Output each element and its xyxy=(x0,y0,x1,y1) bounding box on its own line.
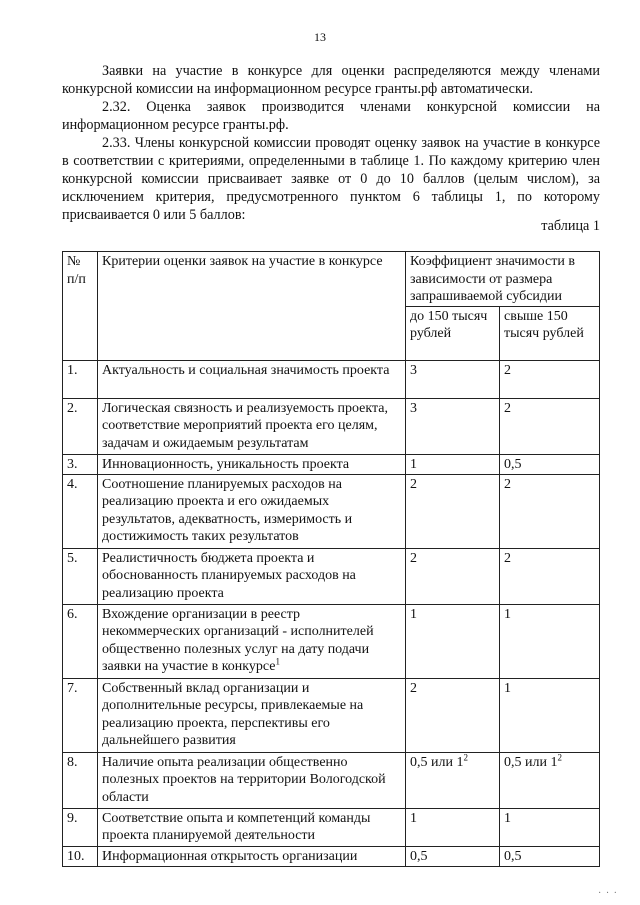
row-coef-low xyxy=(406,474,500,548)
row-coef-high xyxy=(500,752,600,808)
table-row xyxy=(63,398,600,454)
row-num-text: 1. xyxy=(67,362,78,378)
header-coef: Коэффициент значимости в зависимости от размера запрашиваемой субсидии xyxy=(406,252,600,307)
row-coef-low-text: 1 xyxy=(410,456,417,472)
criteria-table xyxy=(62,251,600,867)
table-row xyxy=(63,846,600,866)
row-criteria xyxy=(98,548,406,604)
row-coef-high-text: 0,5 или 1 xyxy=(504,754,558,770)
row-criteria-text: Соответствие опыта и компетенций команды проекта планируемой деятельности xyxy=(102,810,371,843)
row-num-text: 9. xyxy=(67,810,78,826)
row-coef-high xyxy=(500,678,600,752)
table-row xyxy=(63,548,600,604)
row-num-text: 7. xyxy=(67,680,78,696)
row-coef-high-text: 2 xyxy=(504,476,511,492)
row-coef-high xyxy=(500,808,600,846)
row-coef-high-text: 2 xyxy=(504,400,511,416)
header-criteria: Критерии оценки заявок на участие в конкурсе xyxy=(98,252,406,361)
row-num xyxy=(63,548,98,604)
paragraph-2-32-text: 2.32. Оценка заявок производится членами конкурсной комиссии на информационном ресурсе гранты.рф. xyxy=(62,99,600,133)
row-num-text: 10. xyxy=(67,848,85,864)
row-criteria xyxy=(98,474,406,548)
footnote-ref: 2 xyxy=(463,751,468,762)
row-criteria-text: Вхождение организации в реестр некоммерческих организаций - исполнителей общественно полезных услуг на дату подачи заявки на участие в конкурсе xyxy=(102,606,374,674)
row-coef-high-text: 0,5 xyxy=(504,456,522,472)
row-criteria-text: Соотношение планируемых расходов на реализацию проекта и его ожидаемых результатов, адекватность, измеримость и достижимость таких результатов xyxy=(102,476,353,544)
row-coef-low-text: 2 xyxy=(410,680,417,696)
row-coef-low-text: 2 xyxy=(410,550,417,566)
row-num-text: 2. xyxy=(67,400,78,416)
row-num xyxy=(63,808,98,846)
row-coef-high xyxy=(500,360,600,398)
row-coef-high-text: 0,5 xyxy=(504,848,522,864)
row-coef-low-text: 2 xyxy=(410,476,417,492)
row-criteria xyxy=(98,752,406,808)
row-coef-low xyxy=(406,360,500,398)
row-coef-high-text: 1 xyxy=(504,606,511,622)
paragraph-2-32 xyxy=(62,98,600,134)
footnote-ref: 1 xyxy=(275,656,280,667)
paragraph-distribution-text: Заявки на участие в конкурсе для оценки распределяются между членами конкурсной комиссии на информационном ресурсе гранты.рф автоматически. xyxy=(62,63,600,97)
header-num: № п/п xyxy=(63,252,98,361)
row-criteria xyxy=(98,454,406,474)
table-caption: таблица 1 xyxy=(541,218,600,234)
scan-mark: · · · xyxy=(598,888,618,899)
row-coef-high xyxy=(500,454,600,474)
row-criteria xyxy=(98,398,406,454)
row-coef-low xyxy=(406,548,500,604)
row-coef-high xyxy=(500,398,600,454)
row-num xyxy=(63,846,98,866)
row-num xyxy=(63,752,98,808)
row-num xyxy=(63,398,98,454)
row-coef-low-text: 0,5 xyxy=(410,848,428,864)
row-criteria xyxy=(98,846,406,866)
table-row xyxy=(63,360,600,398)
table-row xyxy=(63,604,600,678)
row-num-text: 5. xyxy=(67,550,78,566)
row-coef-low xyxy=(406,604,500,678)
row-coef-high xyxy=(500,548,600,604)
row-criteria-text: Актуальность и социальная значимость проекта xyxy=(102,362,390,378)
row-coef-low-text: 1 xyxy=(410,810,417,826)
row-num xyxy=(63,454,98,474)
page-number: 13 xyxy=(314,30,326,44)
row-coef-high-text: 1 xyxy=(504,680,511,696)
table-row xyxy=(63,474,600,548)
row-criteria xyxy=(98,360,406,398)
row-coef-low xyxy=(406,398,500,454)
table-row xyxy=(63,752,600,808)
row-num-text: 8. xyxy=(67,754,78,770)
row-num-text: 4. xyxy=(67,476,78,492)
header-sub-high: свыше 150 тысяч рублей xyxy=(500,306,600,360)
row-coef-low xyxy=(406,808,500,846)
header-sub-low: до 150 тысяч рублей xyxy=(406,306,500,360)
table-row xyxy=(63,454,600,474)
row-criteria xyxy=(98,678,406,752)
row-num-text: 6. xyxy=(67,606,78,622)
row-num-text: 3. xyxy=(67,456,78,472)
table-row xyxy=(63,678,600,752)
row-coef-low-text: 3 xyxy=(410,400,417,416)
row-coef-low-text: 3 xyxy=(410,362,417,378)
footnote-ref: 2 xyxy=(557,751,562,762)
row-num xyxy=(63,678,98,752)
row-coef-low-text: 1 xyxy=(410,606,417,622)
row-coef-high xyxy=(500,474,600,548)
row-criteria-text: Информационная открытость организации xyxy=(102,848,358,864)
table-row xyxy=(63,808,600,846)
row-num xyxy=(63,360,98,398)
row-coef-high xyxy=(500,846,600,866)
row-num xyxy=(63,604,98,678)
row-criteria-text: Реалистичность бюджета проекта и обоснованность планируемых расходов на реализацию проекта xyxy=(102,550,356,601)
row-coef-high xyxy=(500,604,600,678)
row-coef-low xyxy=(406,752,500,808)
row-criteria xyxy=(98,604,406,678)
row-criteria xyxy=(98,808,406,846)
row-coef-low xyxy=(406,454,500,474)
paragraph-2-33 xyxy=(62,134,600,224)
row-criteria-text: Собственный вклад организации и дополнительные ресурсы, привлекаемые на реализацию проекта, перспективы его дальнейшего развития xyxy=(102,680,364,748)
row-coef-high-text: 1 xyxy=(504,810,511,826)
paragraph-2-33-text: 2.33. Члены конкурсной комиссии проводят оценку заявок на участие в конкурсе в соответствии с критериями, определенными в таблице 1. По каждому критерию член конкурсной комиссии присваивает заявке от 0 до 10 баллов (целым числом), за исключением критерия, предусмотренного пунктом 6 таблицы 1, по которому присваивается 0 или 5 баллов: xyxy=(62,135,600,223)
row-coef-low xyxy=(406,846,500,866)
table-header-row xyxy=(63,252,600,307)
row-num xyxy=(63,474,98,548)
row-criteria-text: Наличие опыта реализации общественно полезных проектов на территории Вологодской области xyxy=(102,754,386,805)
row-criteria-text: Логическая связность и реализуемость проекта, соответствие мероприятий проекта его целям, задачам и ожидаемым результатам xyxy=(102,400,388,451)
row-coef-low xyxy=(406,678,500,752)
row-coef-high-text: 2 xyxy=(504,362,511,378)
row-coef-low-text: 0,5 или 1 xyxy=(410,754,464,770)
row-criteria-text: Инновационность, уникальность проекта xyxy=(102,456,350,472)
row-coef-high-text: 2 xyxy=(504,550,511,566)
paragraph-distribution xyxy=(62,62,600,98)
